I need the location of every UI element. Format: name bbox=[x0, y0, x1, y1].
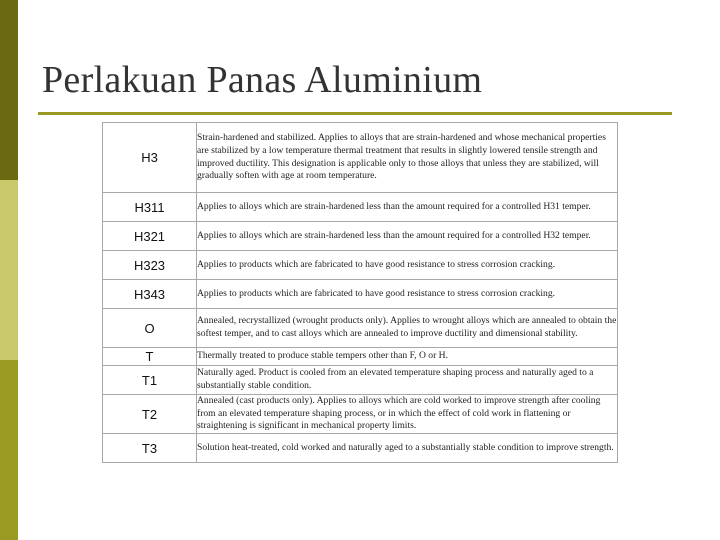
sidebar-band-bottom bbox=[0, 360, 18, 540]
table-row bbox=[103, 123, 618, 193]
table-row bbox=[103, 366, 618, 395]
temper-code: T1 bbox=[103, 366, 197, 395]
temper-description: Applies to products which are fabricated to have good resistance to stress corrosion cracking. bbox=[197, 280, 618, 309]
temper-code: H311 bbox=[103, 193, 197, 222]
table-row bbox=[103, 251, 618, 280]
table-row bbox=[103, 348, 618, 366]
sidebar-band-top bbox=[0, 0, 18, 180]
table-row bbox=[103, 193, 618, 222]
temper-description: Strain-hardened and stabilized. Applies to alloys that are strain-hardened and whose mechanical properties are stabilized by a low temperature thermal treatment that results in slightly lowered tensile strength and improved ductility. This designation is applicable only to those alloys that unless they are stabilized, will gradually soften with age at room temperature. bbox=[197, 123, 618, 193]
temper-code: O bbox=[103, 309, 197, 348]
table-row bbox=[103, 434, 618, 463]
temper-code: T3 bbox=[103, 434, 197, 463]
temper-code: T2 bbox=[103, 395, 197, 434]
temper-description: Annealed (cast products only). Applies to alloys which are cold worked to improve strength after cooling from an elevated temperature shaping process, or in which the effect of cold work in flattening or straightening is significant in mechanical property limits. bbox=[197, 395, 618, 434]
table-row bbox=[103, 309, 618, 348]
temper-description: Solution heat-treated, cold worked and naturally aged to a substantially stable condition to improve strength. bbox=[197, 434, 618, 463]
temper-code: T bbox=[103, 348, 197, 366]
slide-title: Perlakuan Panas Aluminium bbox=[42, 59, 483, 101]
temper-description: Annealed, recrystallized (wrought products only). Applies to wrought alloys which are annealed to obtain the softest temper, and to cast alloys which are annealed to improve ductility and dimensional stability. bbox=[197, 309, 618, 348]
temper-designation-table bbox=[102, 122, 618, 463]
temper-description: Applies to alloys which are strain-hardened less than the amount required for a controlled H31 temper. bbox=[197, 193, 618, 222]
temper-code: H321 bbox=[103, 222, 197, 251]
table-row bbox=[103, 395, 618, 434]
sidebar-band-middle bbox=[0, 180, 18, 360]
table-row bbox=[103, 222, 618, 251]
temper-code: H323 bbox=[103, 251, 197, 280]
temper-description: Applies to alloys which are strain-hardened less than the amount required for a controlled H32 temper. bbox=[197, 222, 618, 251]
title-underline bbox=[38, 112, 672, 115]
temper-code: H3 bbox=[103, 123, 197, 193]
table-row bbox=[103, 280, 618, 309]
temper-description: Applies to products which are fabricated to have good resistance to stress corrosion cracking. bbox=[197, 251, 618, 280]
temper-description: Naturally aged. Product is cooled from an elevated temperature shaping process and naturally aged to a substantially stable condition. bbox=[197, 366, 618, 395]
temper-code: H343 bbox=[103, 280, 197, 309]
temper-description: Thermally treated to produce stable tempers other than F, O or H. bbox=[197, 348, 618, 366]
